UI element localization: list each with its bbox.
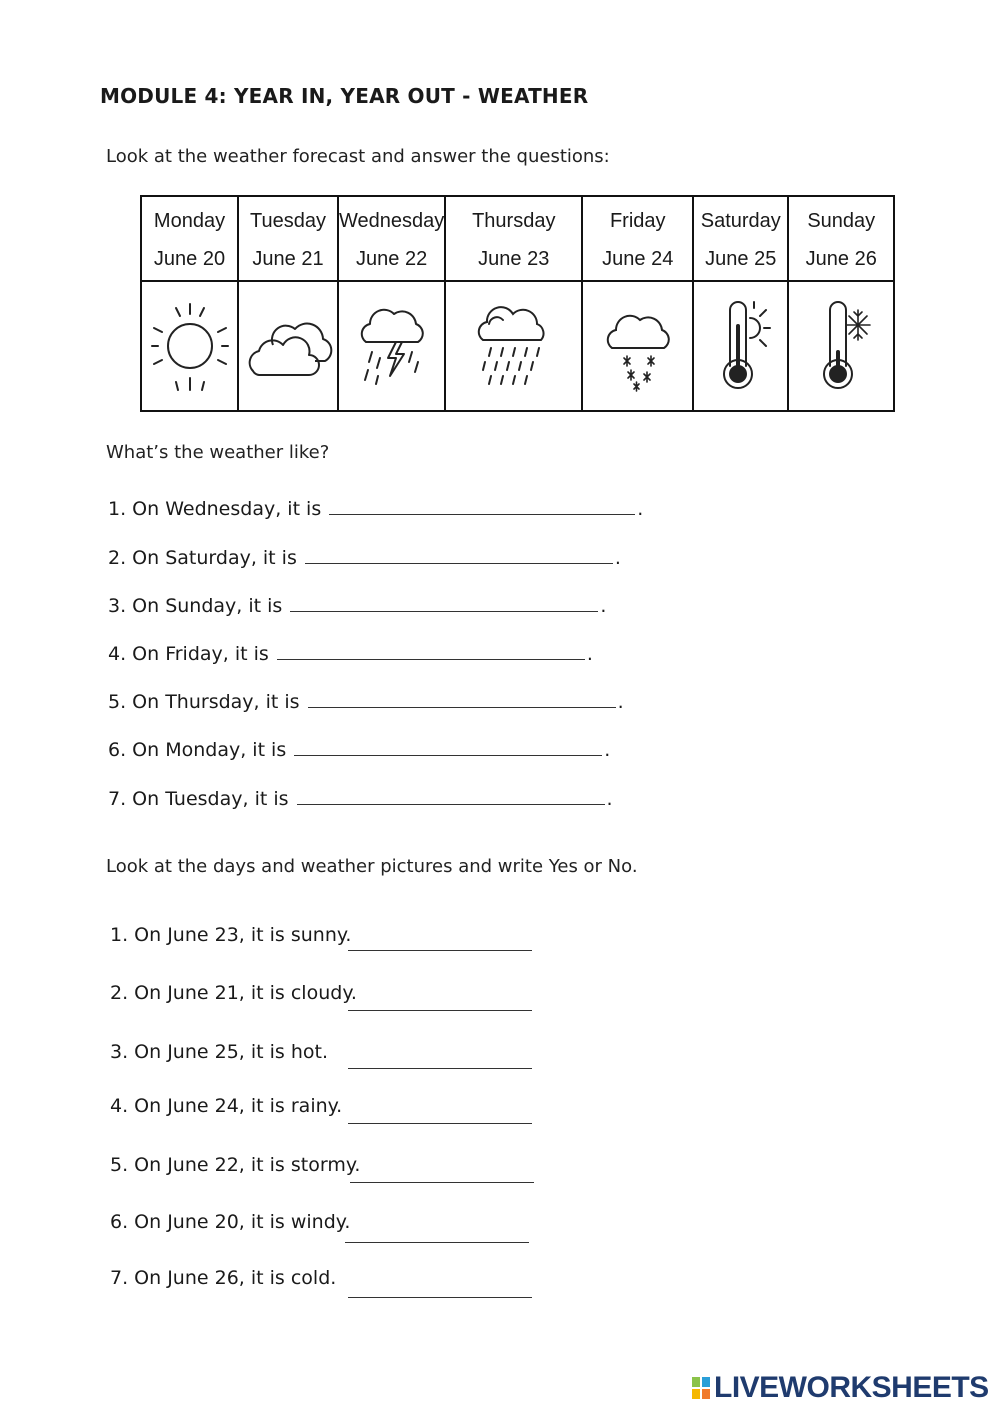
- logo-mark-square: [702, 1377, 710, 1387]
- answer-blank[interactable]: [297, 788, 605, 805]
- forecast-picture-cell: [582, 281, 693, 411]
- forecast-picture-row: [141, 281, 894, 411]
- day-name: Thursday: [472, 209, 556, 232]
- yes-no-answer-blank[interactable]: [348, 1068, 532, 1069]
- yes-no-question: 2. On June 21, it is cloudy.: [110, 982, 357, 1004]
- question-text: 7. On Tuesday, it is: [108, 788, 289, 810]
- forecast-day-cell: [141, 196, 238, 281]
- day-name: Sunday: [807, 209, 876, 232]
- yes-no-answer-blank[interactable]: [348, 950, 532, 951]
- whats-weather-heading: What’s the weather like?: [106, 442, 330, 463]
- question-line: [108, 547, 621, 569]
- forecast-picture-cell: [238, 281, 338, 411]
- brand-name: LIVEWORKSHEETS: [714, 1371, 989, 1404]
- answer-blank[interactable]: [329, 498, 635, 515]
- answer-blank[interactable]: [277, 643, 585, 660]
- forecast-picture-cell: [693, 281, 788, 411]
- day-date: June 21: [252, 247, 324, 270]
- cold-thermometer-icon: [806, 296, 876, 396]
- forecast-picture-cell: [445, 281, 582, 411]
- logo-mark-icon: [692, 1377, 710, 1399]
- forecast-picture-cell: [141, 281, 238, 411]
- yes-no-answer-blank[interactable]: [348, 1297, 532, 1298]
- question-end: .: [614, 547, 621, 569]
- forecast-day-cell: [238, 196, 338, 281]
- day-date: June 23: [478, 247, 550, 270]
- question-line: [108, 691, 624, 713]
- storm-icon: [352, 296, 432, 396]
- day-name: Monday: [153, 209, 226, 232]
- day-name: Friday: [609, 209, 666, 232]
- rain-icon: [469, 296, 559, 396]
- page-title: MODULE 4: YEAR IN, YEAR OUT - WEATHER: [100, 84, 589, 108]
- yes-no-answer-blank[interactable]: [345, 1242, 529, 1243]
- question-line: [108, 739, 610, 761]
- yes-no-question: 3. On June 25, it is hot.: [110, 1041, 329, 1063]
- day-date: June 22: [356, 247, 428, 270]
- question-line: [108, 643, 593, 665]
- answer-blank[interactable]: [308, 691, 616, 708]
- question-end: .: [617, 691, 624, 713]
- day-name: Wednesday: [339, 209, 445, 232]
- answer-blank[interactable]: [305, 547, 613, 564]
- yes-no-question: 6. On June 20, it is windy.: [110, 1211, 351, 1233]
- answer-blank[interactable]: [290, 595, 598, 612]
- question-end: .: [606, 788, 613, 810]
- sun-icon: [150, 296, 230, 396]
- day-date: June 20: [153, 247, 226, 270]
- yes-no-answer-blank[interactable]: [348, 1010, 532, 1011]
- forecast-instruction: Look at the weather forecast and answer the questions:: [106, 146, 610, 167]
- logo-mark-square: [692, 1389, 700, 1399]
- question-text: 1. On Wednesday, it is: [108, 498, 322, 520]
- question-text: 4. On Friday, it is: [108, 643, 269, 665]
- question-end: .: [586, 643, 593, 665]
- forecast-picture-cell: [338, 281, 445, 411]
- yes-no-answer-blank[interactable]: [348, 1123, 532, 1124]
- logo-mark-square: [702, 1389, 710, 1399]
- yes-no-question: 5. On June 22, it is stormy.: [110, 1154, 361, 1176]
- question-text: 6. On Monday, it is: [108, 739, 287, 761]
- day-name: Saturday: [700, 209, 781, 232]
- yes-no-question: 1. On June 23, it is sunny.: [110, 924, 352, 946]
- question-line: [108, 788, 613, 810]
- question-end: .: [600, 595, 607, 617]
- question-line: [108, 595, 606, 617]
- forecast-day-cell: [788, 196, 894, 281]
- day-name: Tuesday: [250, 209, 326, 232]
- forecast-day-cell: [693, 196, 788, 281]
- question-line: [108, 498, 643, 520]
- question-end: .: [637, 498, 644, 520]
- question-text: 3. On Sunday, it is: [108, 595, 283, 617]
- forecast-table: [140, 195, 895, 412]
- yes-no-question: 4. On June 24, it is rainy.: [110, 1095, 343, 1117]
- day-date: June 24: [602, 247, 674, 270]
- question-text: 2. On Saturday, it is: [108, 547, 297, 569]
- liveworksheets-logo: [692, 1372, 989, 1404]
- forecast-header-row: [141, 196, 894, 281]
- logo-mark-square: [692, 1377, 700, 1387]
- hot-thermometer-icon: [706, 296, 776, 396]
- forecast-day-cell: [445, 196, 582, 281]
- yes-no-instruction: Look at the days and weather pictures and write Yes or No.: [106, 856, 638, 877]
- question-text: 5. On Thursday, it is: [108, 691, 300, 713]
- forecast-day-cell: [338, 196, 445, 281]
- question-end: .: [604, 739, 611, 761]
- cloud-icon: [243, 301, 333, 391]
- day-date: June 26: [805, 247, 877, 270]
- forecast-day-cell: [582, 196, 693, 281]
- forecast-picture-cell: [788, 281, 894, 411]
- yes-no-question: 7. On June 26, it is cold.: [110, 1267, 337, 1289]
- day-date: June 25: [705, 247, 777, 270]
- yes-no-answer-blank[interactable]: [350, 1182, 534, 1183]
- snow-icon: [598, 296, 678, 396]
- answer-blank[interactable]: [294, 739, 602, 756]
